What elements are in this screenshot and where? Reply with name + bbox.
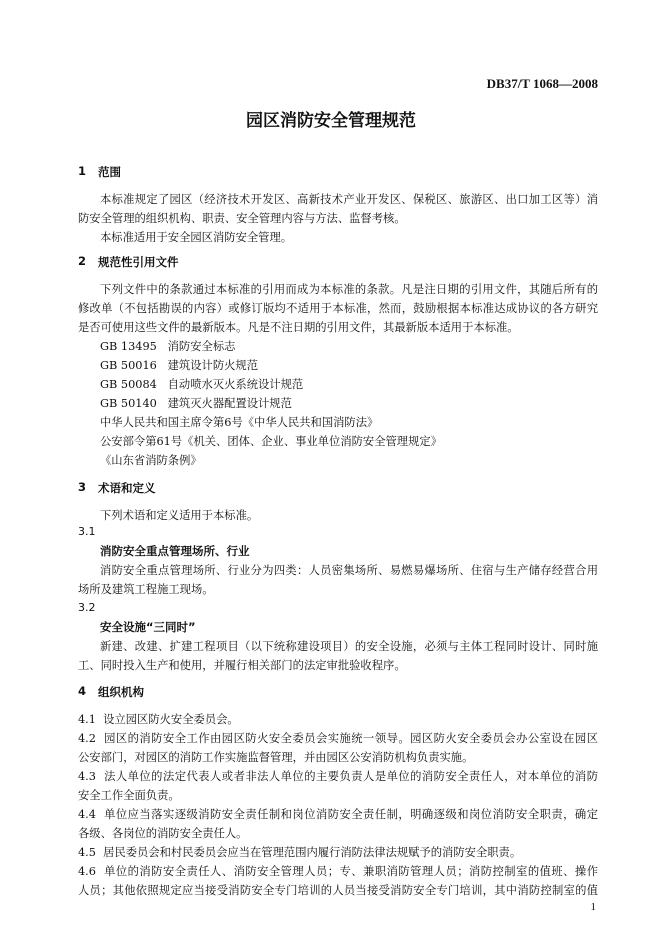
section-2-number: 2	[78, 254, 87, 268]
document-title: 园区消防安全管理规范	[246, 111, 416, 131]
clause-4-4-cont: 各级、各岗位的消防安全责任人。	[78, 827, 248, 840]
section-2-heading: 规范性引用文件	[98, 255, 179, 269]
page-number: 1	[590, 901, 596, 913]
reference-item: GB 50016 建筑设计防火规范	[100, 359, 259, 372]
term-3-1-definition-cont: 场所及建筑工程施工现场。	[78, 583, 214, 596]
term-3-1-number: 3.1	[78, 525, 96, 538]
clause-4-6-cont: 人员；其他依照规定应当接受消防安全专门培训的人员当接受消防安全专门培训，其中消防控制室的值	[78, 884, 598, 897]
reference-item: 中华人民共和国主席令第6号《中华人民共和国消防法》	[100, 416, 379, 429]
section-2-paragraph: 下列文件中的条款通过本标准的引用而成为本标准的条款。凡是注日期的引用文件，其随后所有的	[100, 283, 598, 296]
section-4-number: 4	[78, 684, 87, 698]
section-1-heading: 范围	[98, 165, 121, 179]
clause-4-6: 4.6 单位的消防安全责任人、消防安全管理人员；专、兼职消防管理人员；消防控制室的值班、操作	[78, 865, 598, 878]
reference-item: GB 50140 建筑灭火器配置设计规范	[100, 397, 292, 410]
term-3-1-title: 消防安全重点管理场所、行业	[100, 544, 250, 558]
section-1-paragraph-cont: 防安全管理的组织机构、职责、安全管理内容与方法、监督考核。	[78, 212, 406, 225]
section-2-paragraph-cont: 修改单（不包括勘误的内容）或修订版均不适用于本标准，然而，鼓励根据本标准达成协议的各方研究	[78, 302, 598, 315]
section-4-heading: 组织机构	[98, 685, 144, 699]
section-3-heading: 术语和定义	[98, 481, 156, 495]
clause-4-1: 4.1 设立园区防火安全委员会。	[78, 713, 239, 726]
section-2-paragraph-end: 是否可使用这些文件的最新版本。凡是不注日期的引用文件，其最新版本适用于本标准。	[78, 321, 519, 334]
reference-item: 《山东省消防条例》	[100, 454, 202, 467]
document-code: DB37/T 1068—2008	[486, 76, 598, 91]
clause-4-2-cont: 公安部门，对园区的消防工作实施监督管理，并由园区公安消防机构负责实施。	[78, 751, 474, 764]
term-3-2-number: 3.2	[78, 601, 96, 614]
clause-4-3: 4.3 法人单位的法定代表人或者非法人单位的主要负责人是单位的消防安全责任人，对本单位的消防	[78, 770, 598, 783]
reference-item: GB 13495 消防安全标志	[100, 340, 236, 353]
section-1-paragraph: 本标准规定了园区（经济技术开发区、高新技术产业开发区、保税区、旅游区、出口加工区等）消	[100, 193, 598, 206]
section-1-number: 1	[78, 164, 87, 178]
section-3-number: 3	[78, 480, 87, 494]
section-3-intro: 下列术语和定义适用于本标准。	[100, 509, 259, 522]
term-3-2-definition: 新建、改建、扩建工程项目（以下统称建设项目）的安全设施，必须与主体工程同时设计、同时施	[100, 640, 598, 653]
clause-4-5: 4.5 居民委员会和村民委员会应当在管理范围内履行消防法律法规赋予的消防安全职责。	[78, 846, 522, 859]
section-1-scope: 本标准适用于安全园区消防安全管理。	[100, 231, 293, 244]
term-3-1-definition: 消防安全重点管理场所、行业分为四类：人员密集场所、易燃易爆场所、住宿与生产储存经营合用	[100, 564, 598, 577]
clause-4-3-cont: 安全工作全面负责。	[78, 789, 180, 802]
reference-item: GB 50084 自动喷水灭火系统设计规范	[100, 378, 304, 391]
clause-4-4: 4.4 单位应当落实逐级消防安全责任制和岗位消防安全责任制，明确逐级和岗位消防安全职责，确定	[78, 808, 598, 821]
term-3-2-title: 安全设施“三同时”	[100, 620, 196, 634]
term-3-2-definition-cont: 工、同时投入生产和使用，并履行相关部门的法定审批验收程序。	[78, 659, 406, 672]
clause-4-2: 4.2 园区的消防安全工作由园区防火安全委员会实施统一领导。园区防火安全委员会办公室设在园区	[78, 732, 598, 745]
reference-item: 公安部令第61号《机关、团体、企业、事业单位消防安全管理规定》	[100, 435, 442, 448]
